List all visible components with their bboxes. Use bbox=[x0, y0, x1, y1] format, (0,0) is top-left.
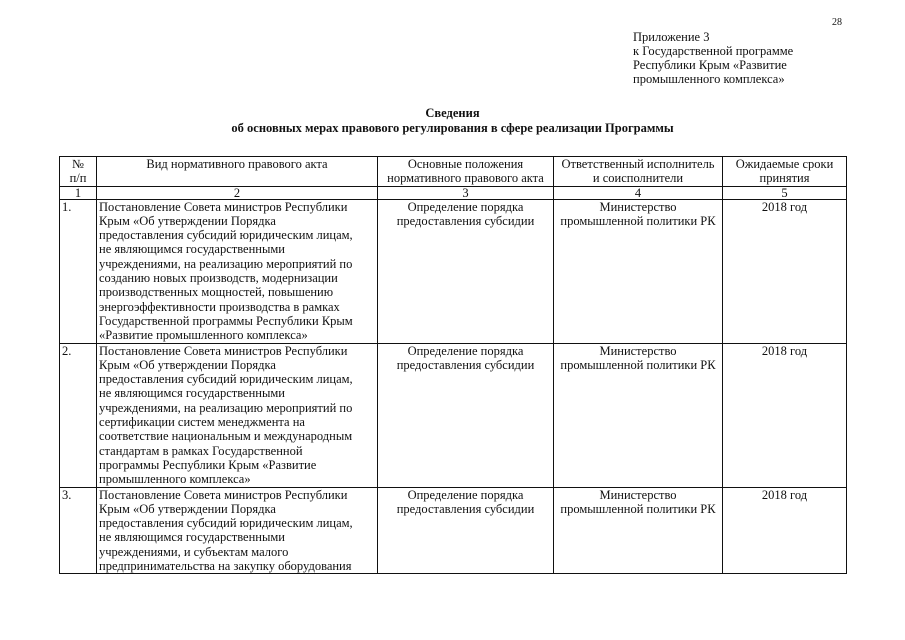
column-number: 5 bbox=[723, 186, 847, 199]
act-positions: Определение порядка предоставления субсидии bbox=[378, 199, 554, 343]
appendix-note bbox=[633, 30, 883, 86]
appendix-line: Приложение 3 bbox=[633, 30, 710, 44]
column-number-row bbox=[60, 186, 847, 199]
header-responsible: Ответственный исполнитель и соисполнители bbox=[554, 157, 723, 187]
act-type: Постановление Совета министров Республики Крым «Об утверждении Порядка предоставления субсидий юридическим лицам, не являющимся государственными учреждениями, на реализацию мероприятий по сертификации систем менеджмента на соответствие национальным и международным стандартам в рамках Государственной программы Республики Крым «Развитие промышленного комплекса» bbox=[97, 343, 378, 487]
responsible-executor: Министерство промышленной политики РК bbox=[554, 199, 723, 343]
document-title bbox=[0, 106, 905, 136]
page-number: 28 bbox=[832, 17, 842, 28]
expected-date: 2018 год bbox=[723, 487, 847, 574]
column-number: 3 bbox=[378, 186, 554, 199]
row-number: 2. bbox=[60, 343, 97, 487]
header-positions: Основные положения нормативного правового акта bbox=[378, 157, 554, 187]
appendix-line: к Государственной программе bbox=[633, 44, 794, 58]
act-type: Постановление Совета министров Республики Крым «Об утверждении Порядка предоставления субсидий юридическим лицам, не являющимся государственными учреждениями, и субъектам малого предпринимательства на закупку оборудования bbox=[97, 487, 378, 574]
column-number: 4 bbox=[554, 186, 723, 199]
column-number: 1 bbox=[60, 186, 97, 199]
table-row bbox=[60, 487, 847, 574]
appendix-line: Республики Крым «Развитие bbox=[633, 58, 787, 72]
row-number: 1. bbox=[60, 199, 97, 343]
title-line-2: об основных мерах правового регулирования в сфере реализации Программы bbox=[231, 121, 674, 135]
act-type: Постановление Совета министров Республики Крым «Об утверждении Порядка предоставления субсидий юридическим лицам, не являющимся государственными учреждениями, на реализацию мероприятий по созданию новых производств, модернизации производственных мощностей, повышению энергоэффективности производства в рамках Государственной программы Республики Крым «Развитие промышленного комплекса» bbox=[97, 199, 378, 343]
title-line-1: Сведения bbox=[425, 106, 480, 120]
act-positions: Определение порядка предоставления субсидии bbox=[378, 487, 554, 574]
expected-date: 2018 год bbox=[723, 199, 847, 343]
responsible-executor: Министерство промышленной политики РК bbox=[554, 343, 723, 487]
appendix-line: промышленного комплекса» bbox=[633, 72, 785, 86]
column-number: 2 bbox=[97, 186, 378, 199]
header-date: Ожидаемые сроки принятия bbox=[723, 157, 847, 187]
header-act: Вид нормативного правового акта bbox=[97, 157, 378, 187]
table-row bbox=[60, 343, 847, 487]
table-row bbox=[60, 199, 847, 343]
act-positions: Определение порядка предоставления субсидии bbox=[378, 343, 554, 487]
measures-table bbox=[59, 156, 847, 574]
header-row bbox=[60, 157, 847, 187]
responsible-executor: Министерство промышленной политики РК bbox=[554, 487, 723, 574]
expected-date: 2018 год bbox=[723, 343, 847, 487]
row-number: 3. bbox=[60, 487, 97, 574]
header-num: № п/п bbox=[60, 157, 97, 187]
